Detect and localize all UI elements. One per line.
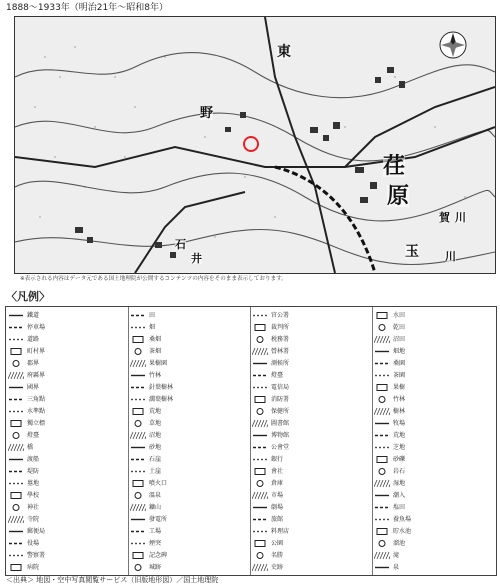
legend-entry: [252, 382, 289, 393]
legend-symbol-icon: [252, 527, 268, 536]
legend-entry: [130, 550, 167, 561]
legend-symbol-icon: [374, 527, 390, 536]
legend-entry-label: 養魚場: [393, 516, 412, 523]
legend-entry-label: 貯水池: [393, 528, 412, 535]
legend-entry-label: 警察署: [27, 552, 46, 559]
legend-entry-label: 草地: [149, 420, 162, 427]
legend-entry-label: 溜池: [393, 540, 406, 547]
map-label-e: 荏: [383, 153, 406, 179]
legend-symbol-icon: [374, 359, 390, 368]
legend-entry: [374, 562, 399, 573]
legend-symbol-icon: [374, 395, 390, 404]
legend-entry: [130, 394, 173, 405]
legend-entry: [8, 466, 39, 477]
legend-entry-label: 寺院: [27, 516, 40, 523]
legend-symbol-icon: [130, 479, 146, 488]
source-credit: ＜出典＞ 地図・空中写真閲覧サービス（旧版地形図）／国土地理院: [6, 576, 219, 584]
map-label-hara: 原: [387, 183, 410, 209]
legend-symbol-icon: [374, 431, 390, 440]
legend-entry-label: 郵便局: [27, 528, 46, 535]
legend-entry: [252, 562, 283, 573]
legend-symbol-icon: [8, 383, 24, 392]
legend-entry-label: 獨立標: [27, 420, 46, 427]
legend-entry-label: 煙突: [149, 540, 162, 547]
legend-entry: [252, 478, 283, 489]
legend-entry: [252, 514, 283, 525]
map-label-i: 井: [191, 252, 202, 265]
legend-symbol-icon: [374, 311, 390, 320]
legend-symbol-icon: [130, 491, 146, 500]
legend-entry: [252, 442, 289, 453]
map-label-east: 東: [277, 44, 291, 60]
legend-entry-label: 牧場: [393, 420, 406, 427]
legend-symbol-icon: [374, 371, 390, 380]
historic-map[interactable]: [14, 16, 496, 274]
legend-entry: [8, 526, 45, 537]
legend-entry: [130, 442, 161, 453]
legend-entry: [8, 430, 39, 441]
legend-entry: [8, 334, 39, 345]
legend-entry-label: 銀行: [271, 456, 284, 463]
legend-entry-label: 鐵道: [27, 312, 40, 319]
legend-symbol-icon: [130, 371, 146, 380]
legend-symbol-icon: [8, 395, 24, 404]
legend-entry: [130, 538, 161, 549]
legend-entry-label: 荒地: [149, 408, 162, 415]
legend-entry: [374, 406, 405, 417]
legend-entry: [130, 490, 161, 501]
legend-symbol-icon: [374, 503, 390, 512]
legend-symbol-icon: [252, 515, 268, 524]
legend-entry: [374, 394, 405, 405]
legend-entry-label: 町村界: [27, 348, 46, 355]
legend-symbol-icon: [130, 395, 146, 404]
legend-symbol-icon: [374, 407, 390, 416]
legend-entry-label: 茶園: [393, 372, 406, 379]
legend-entry: [130, 514, 167, 525]
legend-entry: [130, 310, 155, 321]
legend-entry-label: 公園: [271, 540, 284, 547]
legend-column-2: [128, 307, 251, 575]
legend-entry-label: 砂地: [149, 444, 162, 451]
legend-entry-label: 病院: [27, 564, 40, 571]
legend-entry-label: 竹林: [149, 372, 162, 379]
legend-entry: [130, 346, 161, 357]
legend-symbol-icon: [8, 311, 24, 320]
legend-entry-label: 溫泉: [149, 492, 162, 499]
legend-entry: [8, 322, 45, 333]
legend-entry-label: 潮入: [393, 492, 406, 499]
legend-symbol-icon: [8, 455, 24, 464]
legend-entry: [252, 466, 283, 477]
legend-symbol-icon: [130, 527, 146, 536]
legend-entry: [8, 418, 45, 429]
legend-entry-label: 桑畑: [149, 336, 162, 343]
legend-panel: [5, 306, 497, 576]
legend-symbol-icon: [130, 359, 146, 368]
legend-symbol-icon: [130, 551, 146, 560]
legend-entry: [8, 538, 39, 549]
legend-symbol-icon: [374, 443, 390, 452]
legend-column-1: [6, 307, 129, 575]
legend-entry-label: 營林署: [271, 348, 290, 355]
legend-symbol-icon: [8, 371, 24, 380]
legend-entry: [374, 358, 405, 369]
legend-symbol-icon: [130, 455, 146, 464]
legend-entry: [374, 466, 405, 477]
map-label-tama: 玉: [405, 244, 419, 260]
legend-entry-label: 停車場: [27, 324, 46, 331]
legend-entry-label: 發電所: [149, 516, 168, 523]
legend-entry-label: 畑地: [393, 348, 406, 355]
legend-entry-label: 滝: [393, 552, 400, 559]
legend-symbol-icon: [130, 515, 146, 524]
legend-entry: [252, 418, 289, 429]
legend-entry-label: 保健所: [271, 408, 290, 415]
legend-symbol-icon: [252, 371, 268, 380]
legend-entry-label: 茶畑: [149, 348, 162, 355]
legend-entry: [130, 382, 173, 393]
legend-entry-label: 消防署: [271, 396, 290, 403]
legend-entry: [252, 430, 289, 441]
legend-symbol-icon: [374, 455, 390, 464]
legend-entry: [130, 430, 161, 441]
legend-entry-label: 史跡: [271, 564, 284, 571]
legend-entry-label: 墓地: [27, 480, 40, 487]
legend-symbol-icon: [374, 467, 390, 476]
legend-entry-label: 市場: [271, 492, 284, 499]
legend-symbol-icon: [252, 455, 268, 464]
legend-entry: [252, 538, 283, 549]
legend-entry: [8, 394, 45, 405]
legend-entry-label: 堤防: [27, 468, 40, 475]
legend-entry: [374, 490, 405, 501]
legend-symbol-icon: [252, 431, 268, 440]
legend-entry-label: 芝地: [393, 444, 406, 451]
legend-entry-label: 荒地: [393, 432, 406, 439]
map-label-kawa-south: 川: [445, 250, 456, 263]
legend-entry-label: 石崖: [149, 456, 162, 463]
legend-entry: [8, 550, 45, 561]
map-label-kawa: 川: [455, 211, 466, 224]
legend-entry: [130, 322, 155, 333]
legend-entry: [252, 406, 289, 417]
map-canvas: [15, 17, 495, 273]
legend-entry: [8, 478, 39, 489]
legend-symbol-icon: [130, 383, 146, 392]
legend-entry: [374, 346, 405, 357]
legend-symbol-icon: [374, 515, 390, 524]
legend-column-4: [372, 307, 496, 575]
legend-symbol-icon: [8, 323, 24, 332]
legend-entry-label: 城跡: [149, 564, 162, 571]
legend-entry: [8, 562, 39, 573]
legend-entry: [8, 454, 39, 465]
legend-entry: [252, 550, 283, 561]
legend-entry-label: 三角點: [27, 396, 46, 403]
legend-symbol-icon: [252, 347, 268, 356]
legend-symbol-icon: [252, 467, 268, 476]
era-title: 1888〜1933年（明治21年〜昭和8年）: [6, 3, 168, 13]
legend-entry-label: 役場: [27, 540, 40, 547]
legend-symbol-icon: [8, 347, 24, 356]
legend-entry: [8, 310, 39, 321]
legend-entry: [374, 310, 405, 321]
legend-entry: [374, 454, 405, 465]
legend-symbol-icon: [130, 419, 146, 428]
legend-symbol-icon: [130, 467, 146, 476]
map-caption: ※表示される内容はデータ元である国土地理院が公開するコンテンツの内容をそのまま表示しております。: [20, 276, 287, 282]
legend-entry-label: 沼田: [393, 336, 406, 343]
legend-symbol-icon: [130, 311, 146, 320]
legend-entry: [374, 514, 411, 525]
legend-entry-label: 國界: [27, 384, 40, 391]
legend-entry: [130, 526, 161, 537]
legend-column-3: [250, 307, 373, 575]
legend-entry: [8, 382, 39, 393]
legend-entry-label: 鑛山: [149, 504, 162, 511]
legend-entry: [374, 382, 405, 393]
legend-title: 〈凡例〉: [6, 290, 50, 303]
legend-entry-label: 學校: [27, 492, 40, 499]
legend-symbol-icon: [8, 335, 24, 344]
legend-symbol-icon: [8, 419, 24, 428]
legend-entry-label: 田: [149, 312, 156, 319]
compass-rose-icon: [440, 32, 466, 58]
legend-entry-label: 劇場: [271, 504, 284, 511]
legend-entry: [130, 454, 161, 465]
legend-entry: [252, 490, 283, 501]
legend-entry-label: 塩田: [393, 504, 406, 511]
legend-symbol-icon: [8, 515, 24, 524]
legend-entry-label: 果樹: [393, 384, 406, 391]
legend-entry-label: 渡船: [27, 456, 40, 463]
legend-entry: [8, 514, 39, 525]
legend-entry: [252, 454, 283, 465]
legend-entry-label: 旅館: [271, 516, 284, 523]
legend-symbol-icon: [130, 503, 146, 512]
legend-symbol-icon: [130, 443, 146, 452]
legend-entry: [130, 334, 161, 345]
map-label-no: 野: [200, 106, 214, 121]
legend-entry-label: 橋: [27, 444, 34, 451]
legend-symbol-icon: [130, 563, 146, 572]
legend-entry-label: 桑園: [393, 360, 406, 367]
legend-entry-label: 乾田: [393, 324, 406, 331]
legend-symbol-icon: [130, 539, 146, 548]
map-label-ishi: 石: [175, 238, 186, 251]
legend-symbol-icon: [252, 383, 268, 392]
legend-entry: [130, 418, 161, 429]
legend-entry: [374, 442, 405, 453]
legend-entry-label: 會社: [271, 468, 284, 475]
legend-entry-label: 官公署: [271, 312, 290, 319]
legend-symbol-icon: [252, 539, 268, 548]
legend-symbol-icon: [8, 503, 24, 512]
legend-symbol-icon: [8, 443, 24, 452]
legend-entry-label: 神社: [27, 504, 40, 511]
legend-entry-label: 測候所: [271, 360, 290, 367]
legend-entry: [8, 490, 39, 501]
legend-entry-label: 博物館: [271, 432, 290, 439]
legend-entry-label: 土崖: [149, 468, 162, 475]
legend-entry: [374, 502, 405, 513]
legend-entry: [374, 478, 405, 489]
legend-entry: [8, 346, 45, 357]
legend-symbol-icon: [374, 551, 390, 560]
legend-symbol-icon: [8, 527, 24, 536]
legend-entry: [374, 550, 399, 561]
legend-symbol-icon: [130, 407, 146, 416]
legend-entry: [252, 370, 283, 381]
legend-entry-label: 倉庫: [271, 480, 284, 487]
legend-symbol-icon: [8, 431, 24, 440]
legend-entry-label: 府縣界: [27, 372, 46, 379]
legend-entry: [130, 406, 161, 417]
legend-symbol-icon: [8, 563, 24, 572]
legend-entry: [8, 370, 45, 381]
legend-symbol-icon: [374, 539, 390, 548]
legend-symbol-icon: [252, 563, 268, 572]
legend-entry: [8, 502, 39, 513]
legend-symbol-icon: [252, 395, 268, 404]
legend-symbol-icon: [252, 335, 268, 344]
legend-entry: [374, 418, 405, 429]
legend-symbol-icon: [252, 503, 268, 512]
legend-entry-label: 水準點: [27, 408, 46, 415]
legend-entry: [252, 310, 289, 321]
legend-symbol-icon: [130, 323, 146, 332]
legend-entry: [130, 466, 161, 477]
legend-entry-label: 沼地: [149, 432, 162, 439]
legend-symbol-icon: [374, 419, 390, 428]
legend-entry-label: 記念碑: [149, 552, 168, 559]
legend-entry: [374, 322, 405, 333]
legend-entry-label: 畑: [149, 324, 156, 331]
legend-symbol-icon: [252, 551, 268, 560]
legend-entry-label: 圖書館: [271, 420, 290, 427]
legend-symbol-icon: [374, 563, 390, 572]
legend-entry: [8, 406, 45, 417]
legend-entry-label: 燈臺: [271, 372, 284, 379]
legend-entry: [252, 502, 283, 513]
legend-symbol-icon: [252, 419, 268, 428]
legend-entry-label: 税務署: [271, 336, 290, 343]
legend-entry: [130, 358, 167, 369]
legend-symbol-icon: [252, 311, 268, 320]
legend-symbol-icon: [252, 359, 268, 368]
legend-entry-label: 工場: [149, 528, 162, 535]
legend-symbol-icon: [8, 551, 24, 560]
legend-symbol-icon: [374, 479, 390, 488]
legend-entry: [252, 358, 289, 369]
legend-entry: [252, 394, 289, 405]
legend-entry: [374, 334, 405, 345]
legend-symbol-icon: [8, 359, 24, 368]
legend-symbol-icon: [374, 347, 390, 356]
legend-entry: [374, 430, 405, 441]
legend-entry: [8, 442, 33, 453]
legend-entry-label: 料理店: [271, 528, 290, 535]
legend-entry-label: 燈臺: [27, 432, 40, 439]
legend-symbol-icon: [8, 467, 24, 476]
legend-entry-label: 名勝: [271, 552, 284, 559]
legend-entry: [130, 562, 161, 573]
legend-entry-label: 公會堂: [271, 444, 290, 451]
legend-symbol-icon: [374, 335, 390, 344]
legend-entry-label: 電信局: [271, 384, 290, 391]
map-label-ga: 賀: [439, 211, 450, 224]
legend-symbol-icon: [130, 335, 146, 344]
legend-entry: [130, 478, 167, 489]
legend-symbol-icon: [374, 491, 390, 500]
legend-symbol-icon: [252, 491, 268, 500]
legend-symbol-icon: [374, 323, 390, 332]
legend-symbol-icon: [374, 383, 390, 392]
legend-entry: [130, 370, 161, 381]
legend-symbol-icon: [252, 323, 268, 332]
legend-entry: [130, 502, 161, 513]
legend-symbol-icon: [252, 443, 268, 452]
legend-entry: [374, 526, 411, 537]
legend-entry-label: 果樹園: [149, 360, 168, 367]
legend-entry: [252, 346, 289, 357]
legend-symbol-icon: [8, 539, 24, 548]
legend-entry-label: 岩石: [393, 468, 406, 475]
legend-entry: [8, 358, 39, 369]
legend-entry-label: 針葉樹林: [149, 384, 174, 391]
legend-symbol-icon: [8, 479, 24, 488]
legend-entry-label: 濶葉樹林: [149, 396, 174, 403]
legend-symbol-icon: [130, 347, 146, 356]
legend-entry: [252, 334, 289, 345]
legend-entry-label: 郡界: [27, 360, 40, 367]
legend-entry-label: 竹林: [393, 396, 406, 403]
legend-entry-label: 水田: [393, 312, 406, 319]
legend-entry-label: 噴火口: [149, 480, 168, 487]
legend-symbol-icon: [252, 479, 268, 488]
legend-entry: [252, 526, 289, 537]
legend-entry-label: 裁判所: [271, 324, 290, 331]
legend-entry-label: 道路: [27, 336, 40, 343]
legend-entry: [374, 538, 405, 549]
legend-symbol-icon: [252, 407, 268, 416]
legend-entry: [374, 370, 405, 381]
legend-entry: [252, 322, 289, 333]
legend-symbol-icon: [8, 491, 24, 500]
legend-symbol-icon: [8, 407, 24, 416]
legend-symbol-icon: [130, 431, 146, 440]
legend-entry-label: 湿地: [393, 480, 406, 487]
legend-entry-label: 砂礫: [393, 456, 406, 463]
legend-entry-label: 泉: [393, 564, 400, 571]
legend-entry-label: 樹林: [393, 408, 406, 415]
